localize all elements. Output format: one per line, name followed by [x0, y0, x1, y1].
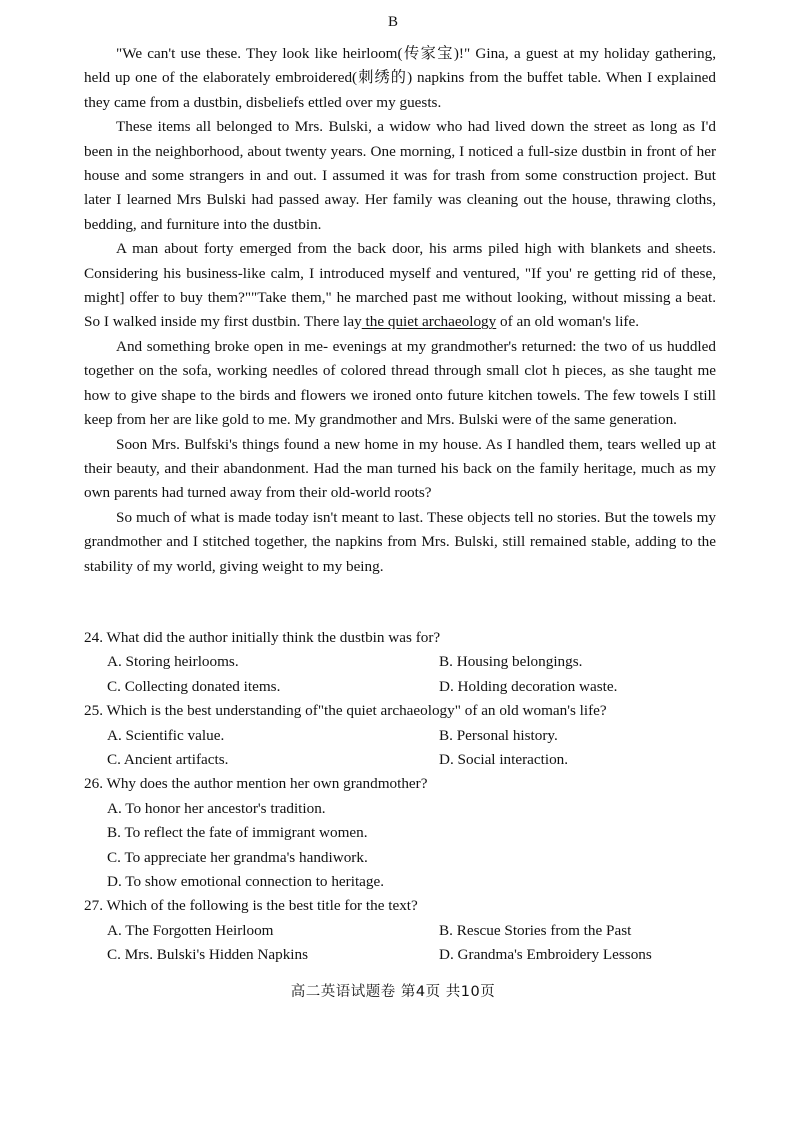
question-stem: 26. Why does the author mention her own grandmother?	[84, 775, 428, 793]
question-26	[84, 772, 724, 894]
option-d[interactable]: D. Grandma's Embroidery Lessons	[439, 946, 652, 964]
option-a[interactable]: A. Scientific value.	[107, 726, 225, 744]
option-b[interactable]: B. Housing belongings.	[439, 653, 583, 671]
option-b[interactable]: B. To reflect the fate of immigrant women.	[107, 824, 368, 842]
option-d[interactable]: D. To show emotional connection to heritage.	[107, 873, 385, 891]
paragraph-3-text-before: A man about forty emerged from the back door, his arms piled high with blankets and sheets. Considering his business-like calm, I introduced myself and ventured, "If you' re getting rid of these, might] offer to buy them?""Take them," he marched past me without looking, without missing a beat. So I walked inside my first dustbin. There lay	[84, 240, 716, 331]
option-c[interactable]: C. Mrs. Bulski's Hidden Napkins	[107, 946, 309, 964]
question-24	[84, 626, 724, 699]
passage-paragraph-4: And something broke open in me- evenings at my grandmother's returned: the two of us huddled together on the sofa, working needles of colored thread through small clot h pieces, as she taught me how to give shape to the birds and flowers we ironed onto future kitchen towels. The few towels I still keep from her are like gold to me. My grandmother and Mrs. Bulski were of the same generation.	[84, 337, 716, 429]
option-d[interactable]: D. Social interaction.	[439, 751, 569, 769]
page-footer: 高二英语试题卷 第4页 共10页	[290, 984, 496, 1000]
option-a[interactable]: A. To honor her ancestor's tradition.	[107, 799, 326, 817]
option-grid	[84, 919, 724, 968]
option-a[interactable]: A. The Forgotten Heirloom	[107, 921, 274, 939]
passage-paragraph-1: "We can't use these. They look like heirloom(传家宝)!" Gina, a guest at my holiday gathering, held up one of the elaborately embroidered(刺绣的) napkins from the buffet table. When I explained they came from a dustbin, disbeliefs ettled over my guests.	[84, 45, 716, 111]
option-b[interactable]: B. Personal history.	[439, 726, 558, 744]
reading-passage	[84, 42, 716, 579]
option-a[interactable]: A. Storing heirlooms.	[107, 653, 239, 671]
option-list	[84, 797, 724, 895]
question-list	[84, 626, 724, 968]
question-27	[84, 894, 724, 967]
option-b[interactable]: B. Rescue Stories from the Past	[439, 921, 632, 939]
option-c[interactable]: C. Ancient artifacts.	[107, 751, 229, 769]
question-stem: 25. Which is the best understanding of"the quiet archaeology" of an old woman's life?	[84, 702, 607, 720]
passage-paragraph-5: Soon Mrs. Bulfski's things found a new home in my house. As I handled them, tears welled up at their beauty, and their abandonment. Had the man turned his back on the family heritage, much as my own parents had turned away from their old-world roots?	[84, 435, 716, 502]
option-d[interactable]: D. Holding decoration waste.	[439, 677, 618, 695]
question-25	[84, 699, 724, 772]
question-stem: 24. What did the author initially think the dustbin was for?	[84, 629, 441, 646]
option-c[interactable]: C. Collecting donated items.	[107, 677, 281, 695]
option-c[interactable]: C. To appreciate her grandma's handiwork.	[107, 848, 368, 866]
option-grid	[84, 650, 724, 699]
passage-paragraph-3	[84, 237, 716, 335]
question-stem: 27. Which of the following is the best title for the text?	[84, 897, 418, 915]
option-grid	[84, 724, 724, 773]
paragraph-3-text-after: of an old woman's life.	[496, 313, 640, 331]
passage-paragraph-2: These items all belonged to Mrs. Bulski, a widow who had lived down the street as long as I'd been in the neighborhood, about twenty years. One morning, I noticed a full-size dustbin in front of her house and some strangers in and out. I assumed it was for trash from some construction project. But later I learned Mrs Bulski had passed away. Her family was cleaning out the house, thrawing cloths, bedding, and furniture into the dustbin.	[84, 118, 716, 233]
section-label: B	[387, 14, 398, 30]
underlined-phrase: the quiet archaeology	[361, 313, 497, 331]
passage-paragraph-6: So much of what is made today isn't meant to last. These objects tell no stories. But the towels my grandmother and I stitched together, the napkins from Mrs. Bulski, still remained stable, adding to the stability of my world, giving weight to my being.	[84, 508, 716, 575]
